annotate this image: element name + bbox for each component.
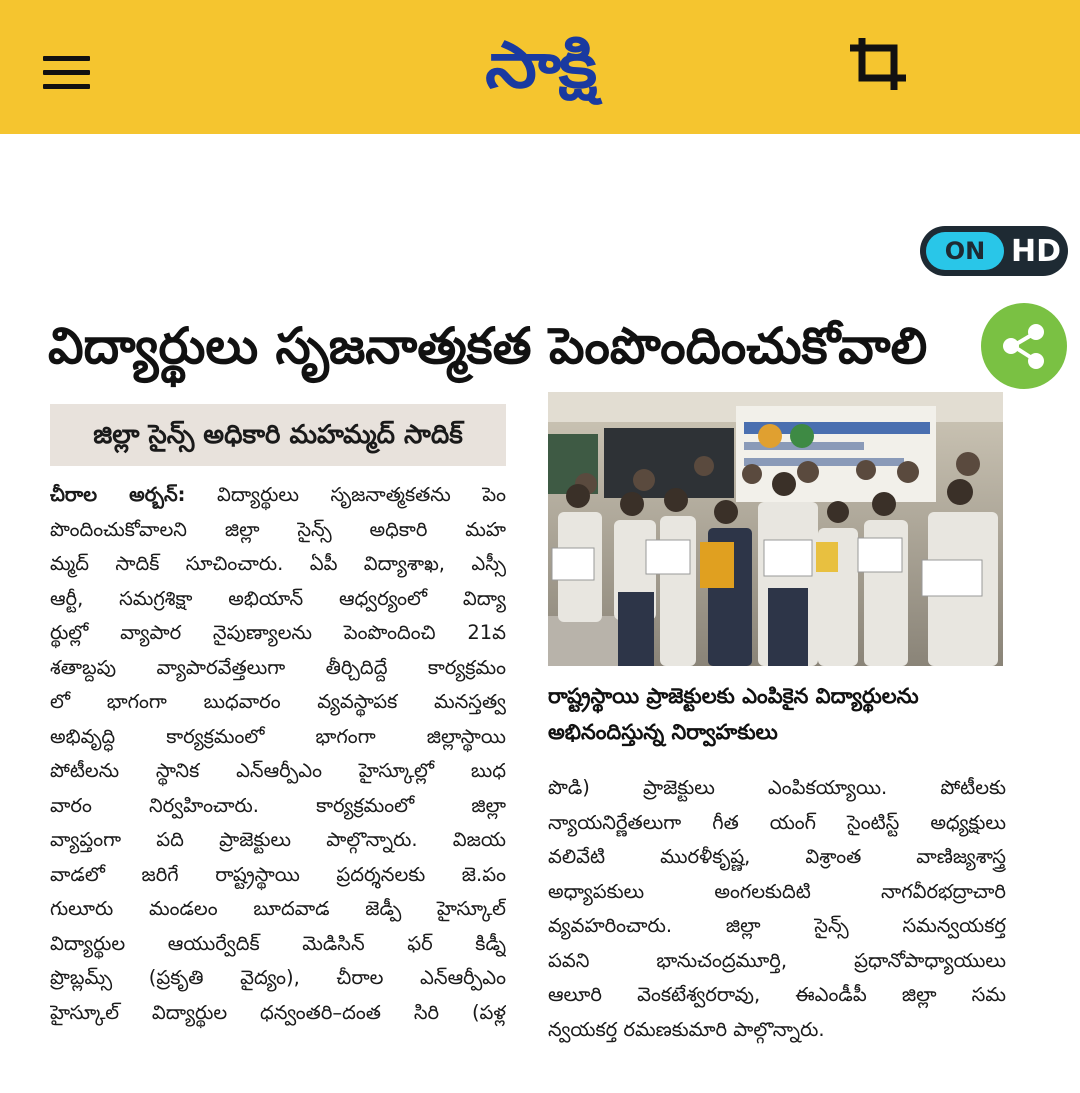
article-photo — [548, 392, 1003, 666]
body-line: లో భాగంగా బుధవారం వ్యవస్థాపక మనస్తత్వ — [50, 690, 506, 713]
body-line: న్యాయనిర్ణేతలుగా గీత యంగ్ సైంటిస్ట్ అధ్యక్షులు — [548, 810, 1006, 834]
body-line: గులూరు మండలం బూదవాడ జెడ్పీ హైస్కూల్ — [50, 897, 506, 920]
share-button[interactable] — [981, 303, 1067, 389]
photo-caption — [548, 678, 1008, 750]
body-line: వ్యవహరించారు. జిల్లా సైన్స్ సమన్వయకర్త — [548, 914, 1006, 937]
body-line: వలివేటి మురళీకృష్ణ, విశ్రాంత వాణిజ్యశాస్త్ర — [548, 845, 1006, 868]
body-line: శతాబ్దపు వ్యాపారవేత్తలుగా తీర్చిదిద్దే కార్యక్రమం — [50, 655, 506, 679]
hamburger-menu-icon[interactable] — [43, 56, 90, 90]
body-line: పవని భానుచంద్రమూర్తి, ప్రధానోపాధ్యాయులు — [548, 948, 1006, 972]
crop-icon[interactable] — [848, 34, 910, 94]
sakshi-logo: సాక్షి — [485, 28, 595, 103]
body-line: పొందించుకోవాలని జిల్లా సైన్స్ అధికారి మహ — [50, 517, 506, 541]
body-line: వారం నిర్వహించారు. కార్యక్రమంలో జిల్లా — [50, 793, 506, 817]
body-line: ప్రొబ్లమ్స్ (ప్రకృతి వైద్యం), చీరాల ఎన్ఆర్పీఎం — [50, 966, 506, 989]
article-subheadline: జిల్లా సైన్స్ అధికారి మహమ్మద్ సాదిక్ — [50, 404, 506, 466]
body-line: వ్యాప్తంగా పది ప్రాజెక్టులు పాల్గొన్నారు. విజయ — [50, 828, 506, 851]
body-line: న్వయకర్త రమణకుమారి పాల్గొన్నారు. — [548, 1017, 825, 1041]
body-line: ఆలూరి వెంకటేశ్వరరావు, ఈఎండీపీ జిల్లా సమ — [548, 983, 1006, 1006]
body-line: ర్థుల్లో వ్యాపార నైపుణ్యాలను పెంపొందించి 21వ — [50, 621, 506, 644]
caption-line: రాష్ట్రస్థాయి ప్రాజెక్టులకు ఎంపికైన విద్యార్థులను — [548, 684, 919, 708]
body-line: హైస్కూల్ విద్యార్థుల ధన్వంతరి–దంత సిరి (పళ్ల — [50, 1000, 506, 1024]
body-line: పొడి) ప్రాజెక్టులు ఎంపికయ్యాయి. పోటీలకు — [548, 776, 1006, 799]
app-header — [0, 0, 1080, 134]
caption-line: అభినందిస్తున్న నిర్వాహకులు — [548, 720, 778, 744]
hd-on-label: ON — [926, 232, 1004, 270]
body-line: పోటీలను స్థానిక ఎన్ఆర్పీఎం హైస్కూల్లో బుధ — [50, 759, 506, 782]
body-line: అభివృద్ధి కార్యక్రమంలో భాగంగా జిల్లాస్థాయి — [50, 724, 506, 748]
hd-label: HD — [1010, 233, 1061, 269]
body-line: మ్మద్ సాదిక్ సూచించారు. ఏపీ విద్యాశాఖ, ఎస్సీ — [50, 552, 506, 575]
article-headline: విద్యార్థులు సృజనాత్మకత పెంపొందించుకోవాలి — [48, 317, 928, 375]
body-line: విద్యార్థుల ఆయుర్వేదిక్ మెడిసిన్ ఫర్ కిడ్నీ — [50, 931, 506, 955]
body-line: ఆర్టీ, సమగ్రశిక్షా అభియాన్ ఆధ్వర్యంలో విద్యా — [50, 586, 506, 610]
byline: చీరాల అర్బన్: — [50, 483, 186, 506]
share-icon — [981, 303, 1067, 389]
body-line: వాడలో జరిగే రాష్ట్రస్థాయి ప్రదర్శనలకు జె.పం — [50, 862, 506, 886]
hd-toggle[interactable] — [920, 226, 1068, 276]
article-body-right — [548, 771, 1006, 1047]
body-line: అధ్యాపకులు అంగలకుదిటి నాగవీరభద్రాచారి — [548, 879, 1006, 903]
body-line: చీరాల అర్బన్: విద్యార్థులు సృజనాత్మకతను పెం — [50, 483, 506, 506]
article-body-left — [50, 478, 506, 1030]
